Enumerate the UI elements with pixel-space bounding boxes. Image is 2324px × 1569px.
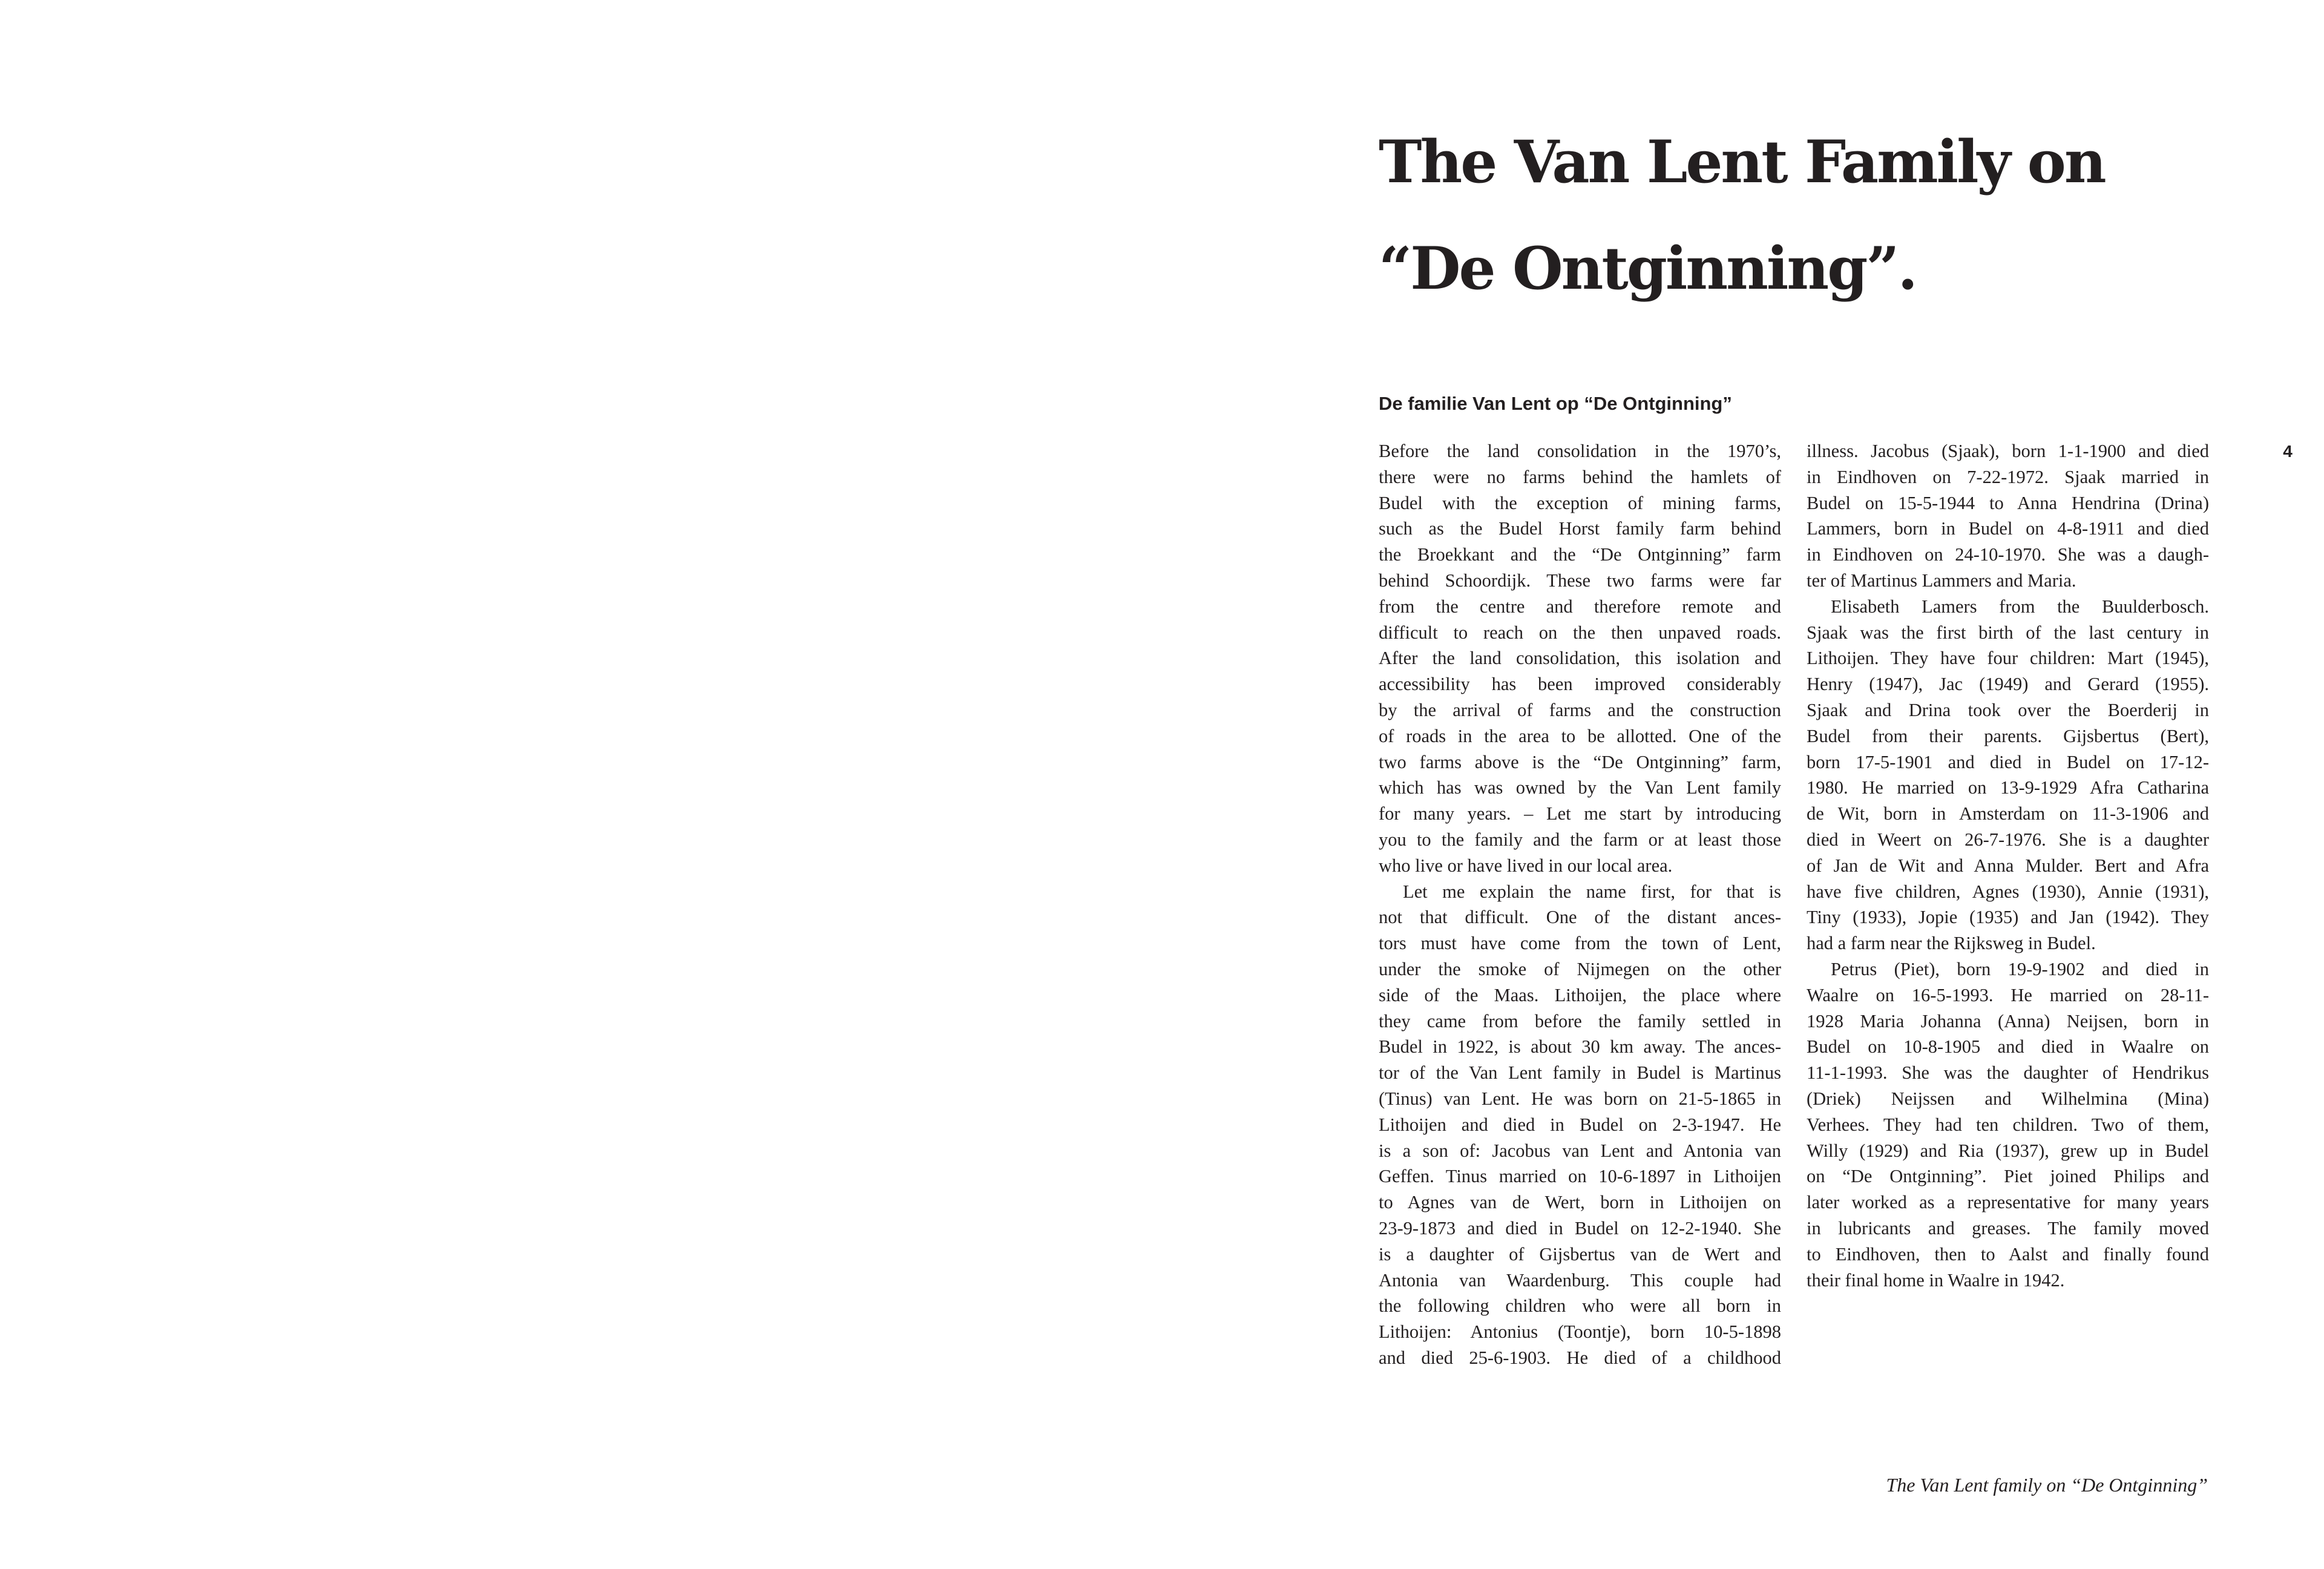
text-line: died in Weert on 26-7-1976. She is a daughter	[1807, 829, 2209, 850]
subheading: De familie Van Lent op “De Ontginning”	[1379, 393, 1732, 414]
text-line: de Wit, born in Amsterdam on 11-3-1906 and	[1807, 803, 2209, 824]
text-line: tors must have come from the town of Lent,	[1379, 933, 1781, 954]
text-line: Sjaak and Drina took over the Boerderij in	[1807, 699, 2209, 720]
text-line: Lithoijen and died in Budel on 2-3-1947. He	[1379, 1114, 1781, 1135]
text-line: illness. Jacobus (Sjaak), born 1-1-1900 and died	[1807, 441, 2209, 461]
text-line: Budel from their parents. Gijsbertus (Bert),	[1807, 725, 2209, 746]
text-line: they came from before the family settled in	[1379, 1010, 1781, 1031]
text-line: you to the family and the farm or at least those	[1379, 829, 1781, 850]
text-line: Elisabeth Lamers from the Buulderbosch.	[1831, 596, 2209, 617]
text-line: not that difficult. One of the distant ances-	[1379, 907, 1781, 928]
text-line: Lithoijen: Antonius (Toontje), born 10-5-1898	[1379, 1321, 1781, 1343]
text-line: (Driek) Neijssen and Wilhelmina (Mina)	[1807, 1088, 2209, 1109]
text-line: Geffen. Tinus married on 10-6-1897 in Lithoijen	[1379, 1166, 1781, 1187]
text-line: such as the Budel Horst family farm behind	[1379, 518, 1781, 539]
text-line: have five children, Agnes (1930), Annie (1931),	[1807, 881, 2209, 902]
text-column-2	[1807, 438, 2209, 1293]
text-line: side of the Maas. Lithoijen, the place where	[1379, 984, 1781, 1005]
text-line: is a son of: Jacobus van Lent and Antonia van	[1379, 1140, 1781, 1161]
text-line: 23-9-1873 and died in Budel on 12-2-1940. She	[1379, 1217, 1781, 1238]
text-line: in Eindhoven on 7-22-1972. Sjaak married in	[1807, 466, 2209, 487]
text-line: Willy (1929) and Ria (1937), grew up in Budel	[1807, 1140, 2209, 1161]
text-line: for many years. – Let me start by introducing	[1379, 803, 1781, 824]
text-line: Let me explain the name first, for that is	[1403, 881, 1781, 902]
page-title-line-2: “De Ontginning”.	[1379, 234, 1916, 303]
page-number: 4	[2283, 442, 2293, 461]
text-line: After the land consolidation, this isolation and	[1379, 648, 1781, 669]
text-line: Before the land consolidation in the 1970’s,	[1379, 441, 1781, 461]
text-line: Budel on 15-5-1944 to Anna Hendrina (Drina)	[1807, 492, 2209, 513]
text-line: Lithoijen. They have four children: Mart (1945),	[1807, 648, 2209, 669]
text-line: by the arrival of farms and the construction	[1379, 699, 1781, 720]
text-line: Verhees. They had ten children. Two of them,	[1807, 1114, 2209, 1135]
text-line: of Jan de Wit and Anna Mulder. Bert and Afra	[1807, 855, 2209, 876]
text-line: (Tinus) van Lent. He was born on 21-5-1865 in	[1379, 1088, 1781, 1109]
page-title-line-1: The Van Lent Family on	[1379, 128, 2105, 196]
text-line: their final home in Waalre in 1942.	[1807, 1269, 2065, 1291]
text-line: of roads in the area to be allotted. One of the	[1379, 725, 1781, 746]
text-line: in lubricants and greases. The family moved	[1807, 1217, 2209, 1238]
text-line: from the centre and therefore remote and	[1379, 596, 1781, 617]
text-line: Petrus (Piet), born 19-9-1902 and died in	[1831, 958, 2209, 979]
text-line: accessibility has been improved considerably	[1379, 674, 1781, 695]
text-line: later worked as a representative for many years	[1807, 1192, 2209, 1213]
text-line: the following children who were all born in	[1379, 1295, 1781, 1317]
text-line: and died 25-6-1903. He died of a childhood	[1379, 1347, 1781, 1368]
text-line: tor of the Van Lent family in Budel is Martinus	[1379, 1062, 1781, 1084]
text-line: born 17-5-1901 and died in Budel on 17-12-	[1807, 751, 2209, 772]
text-line: 1980. He married on 13-9-1929 Afra Catharina	[1807, 777, 2209, 798]
text-line: behind Schoordijk. These two farms were far	[1379, 570, 1781, 591]
text-line: difficult to reach on the then unpaved roads.	[1379, 622, 1781, 643]
text-line: Antonia van Waardenburg. This couple had	[1379, 1269, 1781, 1291]
text-line: Budel in 1922, is about 30 km away. The ances-	[1379, 1036, 1781, 1058]
text-line: the Broekkant and the “De Ontginning” farm	[1379, 544, 1781, 565]
text-line: Sjaak was the first birth of the last century in	[1807, 622, 2209, 643]
text-line: Budel with the exception of mining farms,	[1379, 492, 1781, 513]
text-line: Tiny (1933), Jopie (1935) and Jan (1942). They	[1807, 907, 2209, 928]
text-line: 1928 Maria Johanna (Anna) Neijsen, born in	[1807, 1010, 2209, 1031]
page-title	[1379, 109, 2226, 322]
text-line: Budel on 10-8-1905 and died in Waalre on	[1807, 1036, 2209, 1058]
text-line: to Agnes van de Wert, born in Lithoijen on	[1379, 1192, 1781, 1213]
text-line: had a farm near the Rijksweg in Budel.	[1807, 933, 2096, 954]
text-line: there were no farms behind the hamlets of	[1379, 466, 1781, 487]
text-line: 11-1-1993. She was the daughter of Hendrikus	[1807, 1062, 2209, 1084]
text-line: in Eindhoven on 24-10-1970. She was a daugh-	[1807, 544, 2209, 565]
text-line: to Eindhoven, then to Aalst and finally found	[1807, 1243, 2209, 1265]
text-line: under the smoke of Nijmegen on the other	[1379, 958, 1781, 979]
text-line: two farms above is the “De Ontginning” farm,	[1379, 751, 1781, 772]
text-line: on “De Ontginning”. Piet joined Philips and	[1807, 1166, 2209, 1187]
text-line: Henry (1947), Jac (1949) and Gerard (1955).	[1807, 674, 2209, 695]
text-line: ter of Martinus Lammers and Maria.	[1807, 570, 2076, 591]
text-line: Waalre on 16-5-1993. He married on 28-11-	[1807, 984, 2209, 1005]
text-line: Lammers, born in Budel on 4-8-1911 and died	[1807, 518, 2209, 539]
text-line: who live or have lived in our local area.	[1379, 855, 1673, 876]
text-column-1	[1379, 438, 1781, 1371]
running-footer: The Van Lent family on “De Ontginning”	[1886, 1474, 2208, 1496]
text-line: which has was owned by the Van Lent family	[1379, 777, 1781, 798]
text-line: is a daughter of Gijsbertus van de Wert and	[1379, 1243, 1781, 1265]
